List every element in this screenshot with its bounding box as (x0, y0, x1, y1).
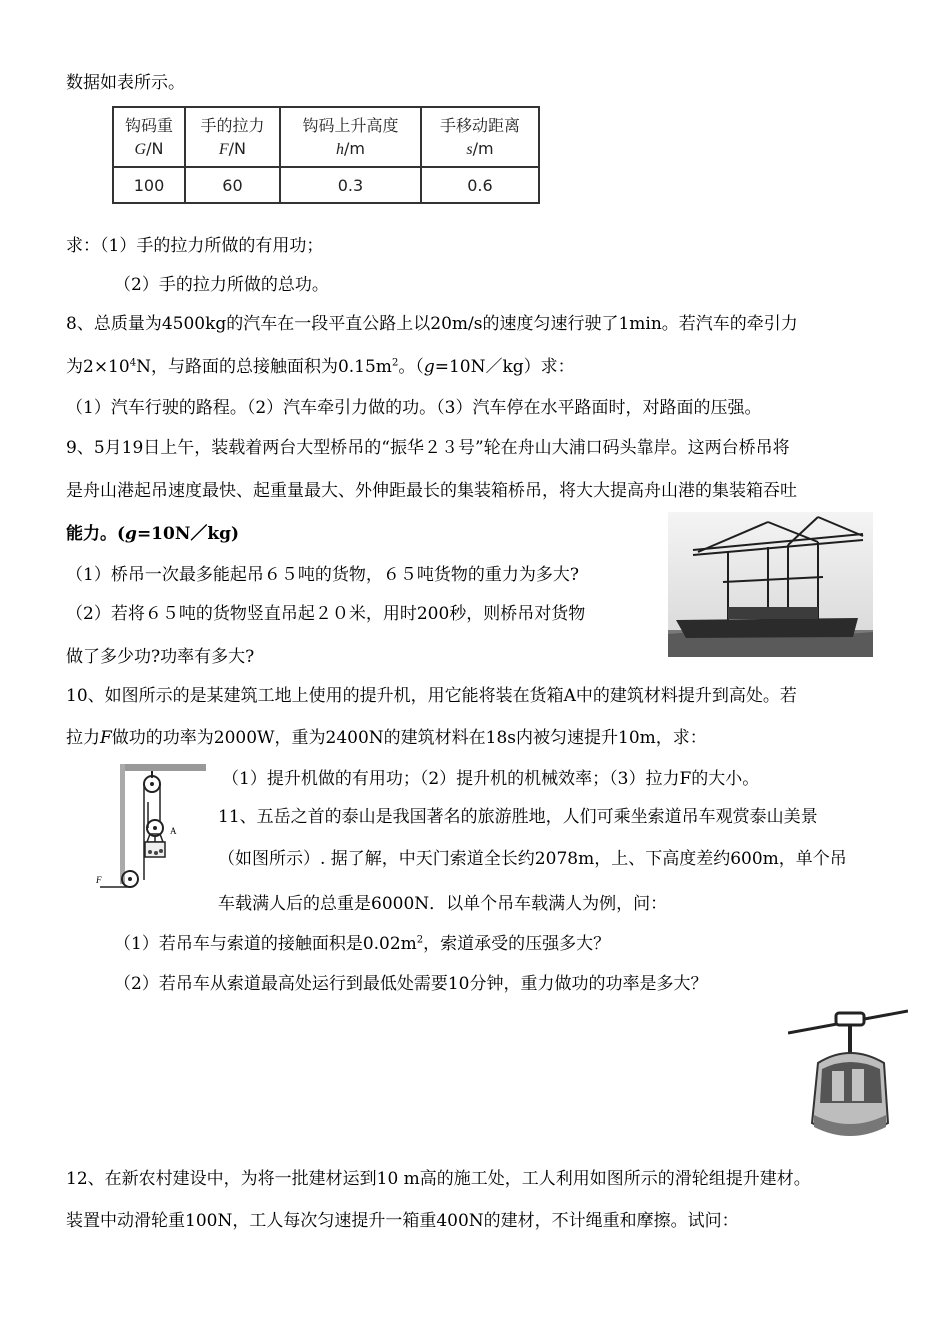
cable-car-image (788, 1003, 908, 1153)
q10-symbol-f: F (100, 728, 112, 748)
q8-text: 为2×10 (66, 357, 130, 377)
header-symbol: G (134, 140, 147, 158)
q9-line6: 做了多少功?功率有多大? (66, 647, 255, 667)
table-cell: 0.3 (280, 167, 421, 203)
table-cell: 100 (113, 167, 185, 203)
q8-text: 。（ (398, 357, 424, 377)
q11-text: （1）若吊车与索道的接触面积是0.02m (114, 934, 417, 954)
q8-symbol-g: g (423, 357, 435, 377)
label-a: A (170, 826, 177, 836)
q10-line3: （1）提升机做的有用功；（2）提升机的机械效率；（3）拉力F的大小。 (222, 769, 760, 789)
q9-symbol-g: g (125, 524, 137, 544)
q8-text: N，与路面的总接触面积为0.15m (136, 357, 392, 377)
q9-line3 (66, 523, 239, 545)
q8-line3: （1）汽车行驶的路程。（2）汽车牵引力做的功。（3）汽车停在水平路面时，对路面的压强。 (66, 398, 762, 418)
header-symbol: F (218, 140, 229, 158)
q7-ask: 求：（1）手的拉力所做的有用功； (66, 236, 324, 256)
q12-line2: 装置中动滑轮重100N，工人每次匀速提升一箱重400N的建材，不计绳重和摩擦。试问： (66, 1211, 739, 1231)
table-header-row (113, 107, 539, 167)
label-f: F (96, 875, 102, 885)
q10-text: 拉力 (66, 728, 100, 748)
q11-line3: 车载满人后的总重是6000N．以单个吊车载满人为例，问： (218, 894, 668, 914)
q11-text: ，索道承受的压强多大？ (423, 934, 611, 954)
header-unit: /m (472, 138, 494, 158)
table-header-cell (280, 107, 421, 167)
q11-line5: （2）若吊车从索道最高处运行到最低处需要10分钟，重力做功的功率是多大？ (114, 974, 708, 994)
q10-line1: 10、如图所示的是某建筑工地上使用的提升机，用它能将装在货箱A中的建筑材料提升到高处。若 (66, 686, 797, 706)
header-name: 钩码重 (124, 115, 173, 135)
data-table (112, 106, 540, 204)
table-cell: 60 (185, 167, 280, 203)
intro-text: 数据如表所示。 (66, 73, 185, 93)
table-row (113, 167, 539, 203)
table-header-cell (185, 107, 280, 167)
q12-line1: 12、在新农村建设中，为将一批建材运到10 m高的施工处，工人利用如图所示的滑轮组提升建材。 (66, 1169, 811, 1189)
header-unit: /m (343, 138, 365, 158)
q8-line2 (66, 356, 575, 378)
q9-text: 能力。( (66, 524, 126, 544)
q11-line2: （如图所示）. 据了解，中天门索道全长约2078m，上、下高度差约600m，单个吊 (218, 849, 847, 869)
table-header-cell (113, 107, 185, 167)
header-name: 手的拉力 (200, 115, 265, 135)
q8-exponent: 4 (129, 357, 137, 369)
q8-text: =10N／kg）求： (434, 357, 575, 377)
q7-ask2: （2）手的拉力所做的总功。 (114, 275, 329, 295)
q8-exponent: 2 (391, 357, 399, 369)
header-name: 钩码上升高度 (302, 115, 399, 135)
header-unit: /N (146, 138, 164, 158)
header-symbol: h (335, 140, 344, 158)
hoist-pulley-diagram (92, 762, 210, 892)
q11-exponent: 2 (416, 934, 424, 946)
header-unit: /N (228, 138, 247, 158)
q9-line2: 是舟山港起吊速度最快、起重量最大、外伸距最长的集装箱桥吊，将大大提高舟山港的集装箱吞吐 (66, 481, 797, 501)
header-name: 手移动距离 (439, 115, 520, 135)
q10-text: 做功的功率为2000W，重为2400N的建筑材料在18s内被匀速提升10m，求： (111, 728, 707, 748)
q8-line1: 8、总质量为4500kg的汽车在一段平直公路上以20m/s的速度匀速行驶了1min。若汽车的牵引力 (66, 314, 798, 334)
q9-line5: （2）若将６５吨的货物竖直吊起２０米，用时200秒，则桥吊对货物 (66, 604, 586, 624)
q9-line4: （1）桥吊一次最多能起吊６５吨的货物，６５吨货物的重力为多大? (66, 565, 579, 585)
gantry-crane-photo (668, 512, 873, 657)
header-symbol: s (466, 140, 473, 158)
table-cell: 0.6 (421, 167, 539, 203)
q11-line1: 11、五岳之首的泰山是我国著名的旅游胜地，人们可乘坐索道吊车观赏泰山美景 (218, 807, 818, 827)
q9-line1: 9、5月19日上午，装载着两台大型桥吊的“振华２３号”轮在舟山大浦口码头靠岸。这两台桥吊将 (66, 438, 790, 458)
table-header-cell (421, 107, 539, 167)
q9-text: =10N／kg) (136, 524, 240, 544)
q10-line2 (66, 727, 707, 749)
q11-line4 (114, 933, 610, 955)
